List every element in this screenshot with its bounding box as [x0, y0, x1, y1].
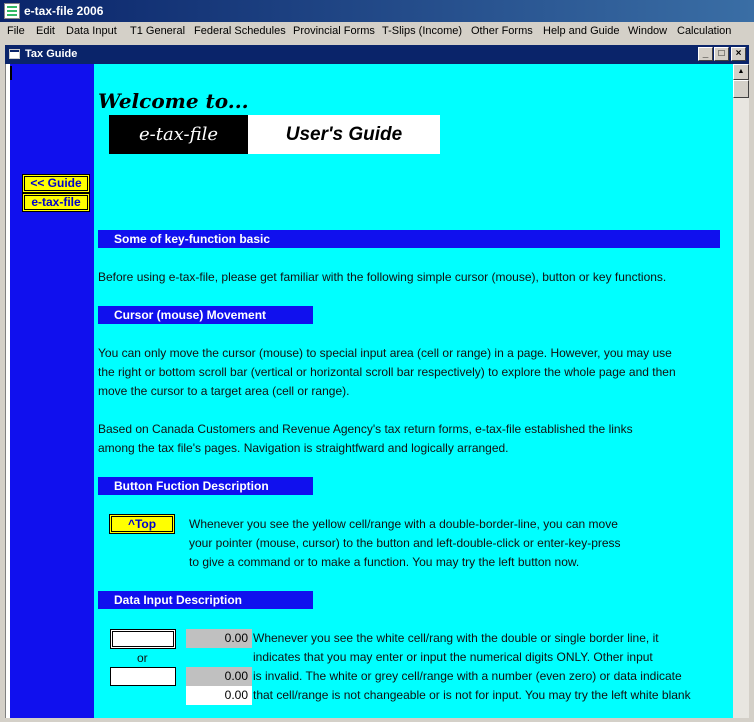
blue-side-column — [10, 64, 94, 718]
restore-button[interactable]: □ — [714, 47, 729, 61]
single-border-input[interactable] — [110, 667, 176, 686]
button-text-1: Whenever you see the yellow cell/range with a double-border-line, you can move — [189, 517, 618, 531]
cursor-text-1: You can only move the cursor (mouse) to special input area (cell or range) in a page. However, you may use — [98, 346, 672, 360]
section-data-input: Data Input Description — [98, 591, 313, 609]
double-border-input[interactable] — [110, 629, 176, 649]
grey-value-cell: 0.00 — [186, 629, 252, 648]
menu-window[interactable]: Window — [628, 25, 668, 37]
etax-file-button[interactable]: e-tax-file — [22, 193, 90, 212]
top-button[interactable]: ^Top — [109, 514, 175, 534]
vertical-scrollbar[interactable] — [733, 64, 749, 718]
app-icon — [4, 3, 20, 19]
section-button: Button Fuction Description — [98, 477, 313, 495]
cell-cursor — [10, 66, 12, 80]
section-key-basic: Some of key-function basic — [98, 230, 720, 248]
nav-text-1: Based on Canada Customers and Revenue Agency's tax return forms, e-tax-file established the links — [98, 422, 633, 436]
guide-back-button[interactable]: << Guide — [22, 174, 90, 193]
guide-title: User's Guide — [248, 115, 440, 154]
close-button[interactable]: × — [731, 47, 746, 61]
cursor-text-2: the right or bottom scroll bar (vertical or horizontal scroll bar respectively) to explore the whole page and then — [98, 365, 676, 379]
menu-data-input[interactable]: Data Input — [66, 25, 117, 37]
scroll-thumb[interactable] — [733, 80, 749, 98]
or-label: or — [137, 651, 148, 665]
menu-bar — [0, 22, 754, 42]
welcome-heading: Welcome to... — [98, 89, 249, 113]
menu-t-slips[interactable]: T-Slips (Income) — [382, 25, 463, 37]
brand-logo: e-tax-file — [109, 115, 248, 154]
menu-federal-schedules[interactable]: Federal Schedules — [194, 25, 286, 37]
menu-help-guide[interactable]: Help and Guide — [543, 25, 620, 37]
intro-text: Before using e-tax-file, please get familiar with the following simple cursor (mouse), button or key functions. — [98, 270, 667, 284]
cursor-text-3: move the cursor to a target area (cell or range). — [98, 384, 350, 398]
scroll-up-icon[interactable]: ▲ — [733, 64, 749, 80]
white-value-cell: 0.00 — [186, 686, 252, 705]
menu-provincial-forms[interactable]: Provincial Forms — [293, 25, 375, 37]
document-title: Tax Guide — [25, 48, 78, 60]
menu-calculation[interactable]: Calculation — [677, 25, 732, 37]
minimize-button[interactable]: _ — [698, 47, 713, 61]
button-text-2: your pointer (mouse, cursor) to the button and left-double-click or enter-key-press — [189, 536, 621, 550]
menu-t1-general[interactable]: T1 General — [130, 25, 186, 37]
section-cursor: Cursor (mouse) Movement — [98, 306, 313, 324]
document-icon — [9, 49, 20, 59]
guide-page — [5, 64, 733, 718]
data-text-3: is invalid. The white or grey cell/range with a number (even zero) or data indicate — [253, 669, 682, 683]
data-text-1: Whenever you see the white cell/rang with the double or single border line, it — [253, 631, 659, 645]
menu-other-forms[interactable]: Other Forms — [471, 25, 533, 37]
app-titlebar — [0, 0, 754, 22]
menu-edit[interactable]: Edit — [36, 25, 55, 37]
app-title: e-tax-file 2006 — [24, 4, 104, 18]
grey-value-cell-2: 0.00 — [186, 667, 252, 686]
document-titlebar — [5, 45, 749, 64]
menu-file[interactable]: File — [7, 25, 25, 37]
data-text-4: that cell/range is not changeable or is not for input. You may try the left white blank — [253, 688, 691, 702]
data-text-2: indicates that you may enter or input the numerical digits ONLY. Other input — [253, 650, 653, 664]
button-text-3: to give a command or to make a function. You may try the left button now. — [189, 555, 580, 569]
nav-text-2: among the tax file's pages. Navigation is straightfward and logically arranged. — [98, 441, 509, 455]
